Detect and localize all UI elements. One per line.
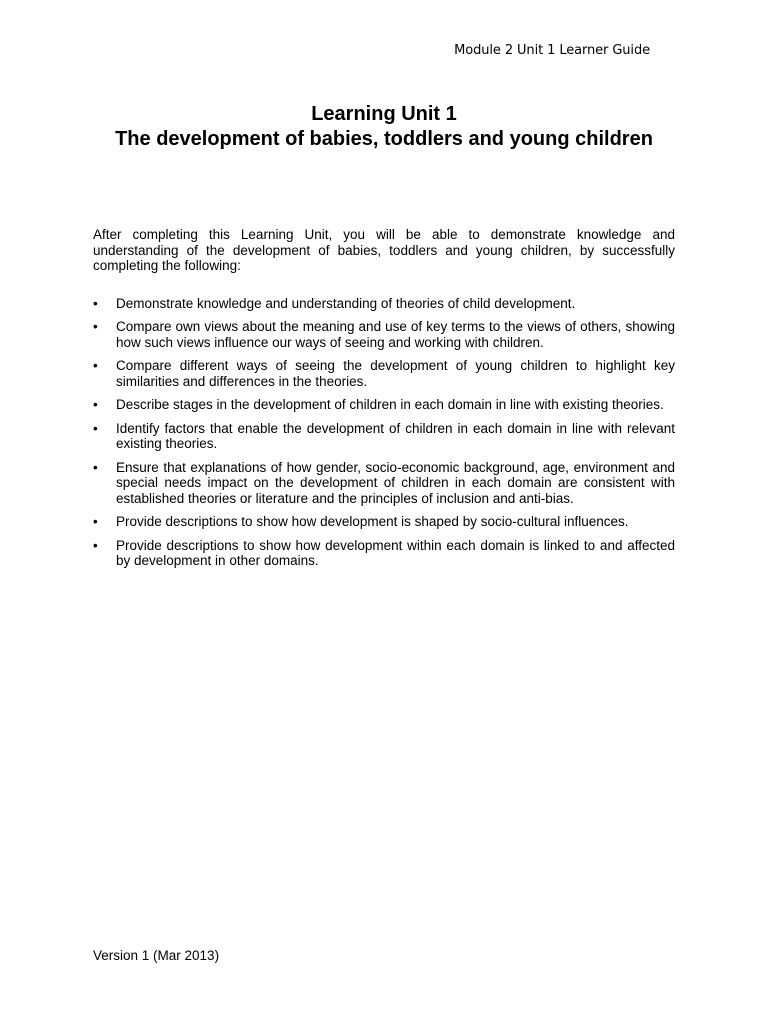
objective-text: Ensure that explanations of how gender, socio-economic background, age, environment and special needs impact on the development of children in each domain are consistent with established theories or literature and the principles of inclusion and anti-bias. [116, 459, 675, 506]
page-title [93, 102, 675, 152]
list-item [93, 460, 675, 507]
learning-objectives-list [93, 296, 675, 577]
intro-paragraph: After completing this Learning Unit, you will be able to demonstrate knowledge and understanding of the development of babies, toddlers and young children, by successfully completing the following: [93, 227, 675, 274]
bullet-icon: • [93, 514, 98, 530]
bullet-icon: • [93, 397, 98, 413]
bullet-icon: • [93, 537, 98, 553]
unit-number-heading: Learning Unit 1 [311, 103, 457, 125]
objective-text: Provide descriptions to show how development is shaped by socio-cultural influences. [116, 514, 629, 530]
objective-text: Identify factors that enable the development of children in each domain in line with relevant existing theories. [116, 420, 675, 452]
objective-text: Compare different ways of seeing the development of young children to highlight key similarities and differences in the theories. [116, 358, 675, 389]
running-header: Module 2 Unit 1 Learner Guide [454, 43, 650, 58]
objective-text: Describe stages in the development of children in each domain in line with existing theories. [116, 397, 664, 413]
list-item [93, 319, 675, 350]
list-item [93, 358, 675, 389]
bullet-icon: • [93, 459, 98, 475]
list-item [93, 296, 675, 312]
list-item [93, 421, 675, 452]
version-footer: Version 1 (Mar 2013) [93, 948, 220, 963]
bullet-icon: • [93, 420, 98, 436]
objective-text: Demonstrate knowledge and understanding of theories of child development. [116, 296, 576, 311]
list-item [93, 397, 675, 413]
bullet-icon: • [93, 319, 98, 335]
objective-text: Compare own views about the meaning and use of key terms to the views of others, showing how such views influence our ways of seeing and working with children. [116, 319, 675, 350]
objective-text: Provide descriptions to show how development within each domain is linked to and affected by development in other domains. [116, 537, 675, 569]
bullet-icon: • [93, 358, 98, 374]
bullet-icon: • [93, 296, 98, 311]
list-item [93, 538, 675, 569]
unit-title-heading: The development of babies, toddlers and young children [115, 128, 653, 150]
list-item [93, 514, 675, 530]
